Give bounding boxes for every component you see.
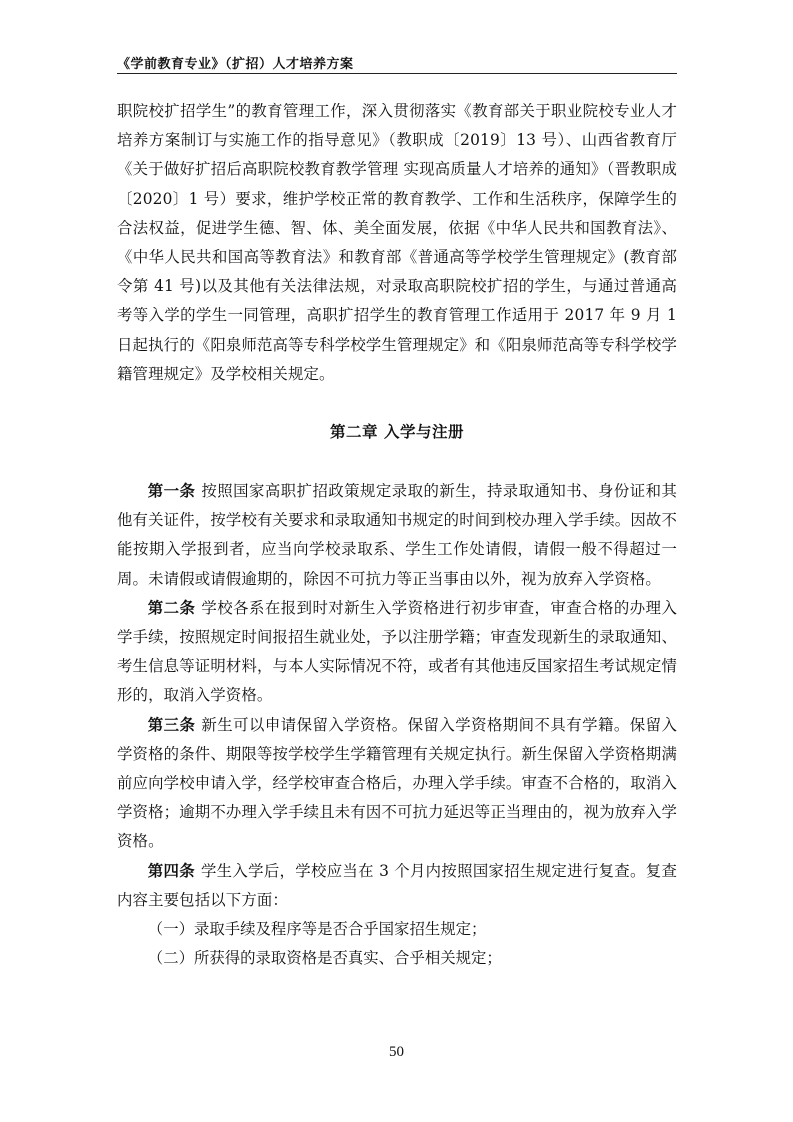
- running-header: 《学前教育专业》（扩招）人才培养方案: [117, 57, 354, 72]
- article-label: 第二条: [147, 598, 196, 617]
- article-label: 第四条: [147, 861, 195, 880]
- header-rule: [117, 73, 677, 74]
- article-label: 第一条: [147, 482, 196, 501]
- list-item: （一）录取手续及程序等是否合乎国家招生规定；: [147, 920, 487, 939]
- article-text: 学生入学后，学校应当在 3 个月内按照国家招生规定进行复查。复查内容主要包括以下方面：: [117, 861, 677, 909]
- article-1: [117, 477, 677, 594]
- article-text: 学校各系在报到时对新生入学资格进行初步审查，审查合格的办理入学手续，按照规定时间报招生就业处，予以注册学籍；审查发现新生的录取通知、考生信息等证明材料，与本人实际情况不符，或者有其他违反国家招生考试规定情形的，取消入学资格。: [117, 598, 677, 705]
- chapter-heading: 第二章 入学与注册: [330, 423, 464, 442]
- list-item: （二）所获得的录取资格是否真实、合乎相关规定；: [147, 949, 502, 968]
- article-text: 按照国家高职扩招政策规定录取的新生，持录取通知书、身份证和其他有关证件，按学校有关要求和录取通知书规定的时间到校办理入学手续。因故不能按期入学报到者，应当向学校录取系、学生工作处请假，请假一般不得超过一周。未请假或请假逾期的，除因不可抗力等正当事由以外，视为放弃入学资格。: [117, 482, 677, 588]
- page-number: 50: [389, 1044, 404, 1060]
- article-text: 新生可以申请保留入学资格。保留入学资格期间不具有学籍。保留入学资格的条件、期限等按学校学生学籍管理有关规定执行。新生保留入学资格期满前应向学校申请入学，经学校审查合格后，办理入学手续。审查不合格的，取消入学资格；逾期不办理入学手续且未有因不可抗力延迟等正当理由的，视为放弃入学资格。: [117, 715, 677, 851]
- page-body: [117, 97, 677, 973]
- article-4: [117, 857, 677, 915]
- intro-paragraph: 职院校扩招学生”的教育管理工作，深入贯彻落实《教育部关于职业院校专业人才培养方案制订与实施工作的指导意见》（教职成〔2019〕13 号）、山西省教育厅《关于做好扩招后高职院校教育教学管理 实现高质量人才培养的通知》（晋教职成〔2020〕1 号）要求，维护学校正常的教育教学、工作和生活秩序，保障学生的合法权益，促进学生德、智、体、美全面发展，依据《中华人民共和国教育法》、《中华人民共和国高等教育法》和教育部《普通高等学校学生管理规定》(教育部令第 41 号)以及其他有关法律法规，对录取高职院校扩招的学生，与通过普通高考等入学的学生一同管理，高职扩招学生的教育管理工作适用于 2017 年 9 月 1 日起执行的《阳泉师范高等专科学校学生管理规定》和《阳泉师范高等专科学校学籍管理规定》及学校相关规定。: [117, 102, 677, 383]
- article-3: [117, 711, 677, 857]
- article-label: 第三条: [147, 715, 196, 734]
- article-2: [117, 594, 677, 711]
